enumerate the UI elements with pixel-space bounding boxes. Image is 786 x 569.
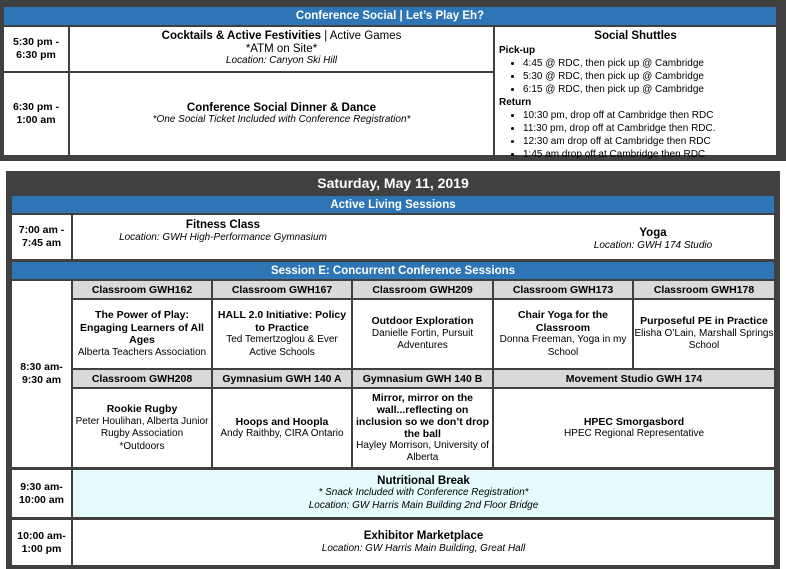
- dinner-cell: [70, 73, 493, 155]
- session-title: Purposeful PE in Practice: [640, 315, 768, 328]
- social-header: Conference Social | Let’s Play Eh?: [4, 7, 776, 25]
- return-item: • 11:30 pm, drop off at Cambridge then RDC.: [523, 122, 772, 135]
- session-extra: *Outdoors: [119, 440, 165, 452]
- room-header: Classroom GWH209: [353, 281, 492, 298]
- exhibitor-title: Exhibitor Marketplace: [363, 530, 484, 542]
- pickup-item: • 4:45 @ RDC, then pick up @ Cambridge: [523, 57, 772, 70]
- session-e-header: Session E: Concurrent Conference Sessions: [12, 262, 774, 279]
- session-cell: [213, 389, 351, 467]
- break-location: Location: GW Harris Main Building 2nd Floor Bridge: [308, 499, 539, 511]
- break-note: * Snack Included with Conference Registration*: [318, 487, 529, 499]
- cocktails-location: Location: Canyon Ski Hill: [225, 55, 338, 67]
- cocktails-title: Cocktails & Active Festivities: [161, 30, 322, 43]
- session-presenter: Peter Houlihan, Alberta Junior Rugby Association: [75, 415, 209, 439]
- shuttles-title: Social Shuttles: [594, 30, 677, 42]
- session-title: Outdoor Exploration: [371, 315, 474, 328]
- room-header: Classroom GWH173: [494, 281, 632, 298]
- session-title: HPEC Smorgasbord: [583, 415, 685, 428]
- session-title: Chair Yoga for the Classroom: [517, 309, 609, 334]
- cocktails-cell: [70, 27, 493, 71]
- dinner-note: *One Social Ticket Included with Conference Registration*: [152, 114, 411, 125]
- break-time: 9:30 am- 10:00 am: [12, 470, 71, 517]
- room-header: Movement Studio GWH 174: [494, 370, 774, 387]
- yoga: [533, 227, 773, 252]
- dinner-title: Conference Social Dinner & Dance: [186, 101, 377, 114]
- return-list: [499, 109, 772, 161]
- session-cell: [73, 389, 211, 467]
- fitness-location: Location: GWH High-Performance Gymnasium: [119, 231, 327, 243]
- room-header: Gymnasium GWH 140 A: [213, 370, 351, 387]
- session-cell: [213, 300, 351, 368]
- pickup-item: • 5:30 @ RDC, then pick up @ Cambridge: [523, 70, 772, 83]
- active-sessions-cell: [73, 215, 774, 259]
- session-presenter: Donna Freeman, Yoga in my School: [499, 334, 627, 358]
- pickup-item: • 6:15 @ RDC, then pick up @ Cambridge: [523, 83, 772, 96]
- social-time-2: 6:30 pm - 1:00 am: [4, 73, 68, 155]
- break-cell: [73, 470, 774, 517]
- active-time: 7:00 am - 7:45 am: [12, 215, 71, 259]
- exhibitor-time: 10:00 am- 1:00 pm: [12, 520, 71, 565]
- fitness-class: [73, 219, 373, 244]
- room-header: Classroom GWH167: [213, 281, 351, 298]
- session-cell: [73, 300, 211, 368]
- session-title: The Power of Play: Engaging Learners of All Ages: [80, 309, 204, 346]
- exhibitor-location: Location: GW Harris Main Building, Great Hall: [321, 542, 526, 554]
- session-title: Rookie Rugby: [106, 403, 178, 415]
- return-item: • 10:30 pm, drop off at Cambridge then RDC: [523, 109, 772, 122]
- room-header: Gymnasium GWH 140 B: [353, 370, 492, 387]
- social-time-1: 5:30 pm - 6:30 pm: [4, 27, 68, 71]
- session-cell: [494, 389, 774, 467]
- shuttles-cell: [495, 27, 776, 160]
- session-title: Mirror, mirror on the wall...reflecting on inclusion so we don’t drop the ball: [356, 391, 489, 440]
- session-presenter: Alberta Teachers Association: [77, 346, 207, 358]
- active-living-header: Active Living Sessions: [12, 196, 774, 213]
- break-title: Nutritional Break: [377, 474, 470, 487]
- session-presenter: Danielle Fortin, Pursuit Adventures: [371, 327, 474, 352]
- pickup-list: [499, 57, 772, 96]
- session-cell: [353, 389, 492, 467]
- cocktails-suffix: | Active Games: [321, 30, 402, 43]
- session-presenter: Ted Temertzoglou & Ever Active Schools: [226, 334, 338, 358]
- room-header: Classroom GWH208: [73, 370, 211, 387]
- room-header: Classroom GWH178: [634, 281, 774, 298]
- saturday-date: Saturday, May 11, 2019: [317, 175, 469, 191]
- session-presenter: Elisha O’Lain, Marshall Springs School: [634, 327, 774, 352]
- session-e-time: 8:30 am- 9:30 am: [12, 281, 71, 467]
- session-title: HALL 2.0 Initiative: Policy to Practice: [217, 309, 347, 334]
- yoga-title: Yoga: [639, 227, 667, 239]
- session-cell: [494, 300, 632, 368]
- session-title: Hoops and Hoopla: [235, 415, 329, 428]
- fitness-title: Fitness Class: [185, 219, 261, 231]
- yoga-location: Location: GWH 174 Studio: [593, 239, 713, 251]
- return-item: • 12:30 am drop off at Cambridge then RDC: [523, 135, 772, 148]
- session-cell: [634, 300, 774, 368]
- return-label: Return: [499, 97, 532, 108]
- session-presenter: HPEC Regional Representative: [563, 428, 705, 439]
- return-item: • 1:45 am drop off at Cambridge then RDC: [523, 148, 772, 161]
- session-cell: [353, 300, 492, 368]
- pickup-label: Pick-up: [499, 45, 536, 56]
- atm-note: *ATM on Site*: [245, 42, 318, 55]
- session-presenter: Hayley Morrison, University of Alberta: [356, 439, 489, 463]
- room-header: Classroom GWH162: [73, 281, 211, 298]
- session-presenter: Andy Raithby, CIRA Ontario: [220, 428, 344, 439]
- exhibitor-cell: [73, 520, 774, 565]
